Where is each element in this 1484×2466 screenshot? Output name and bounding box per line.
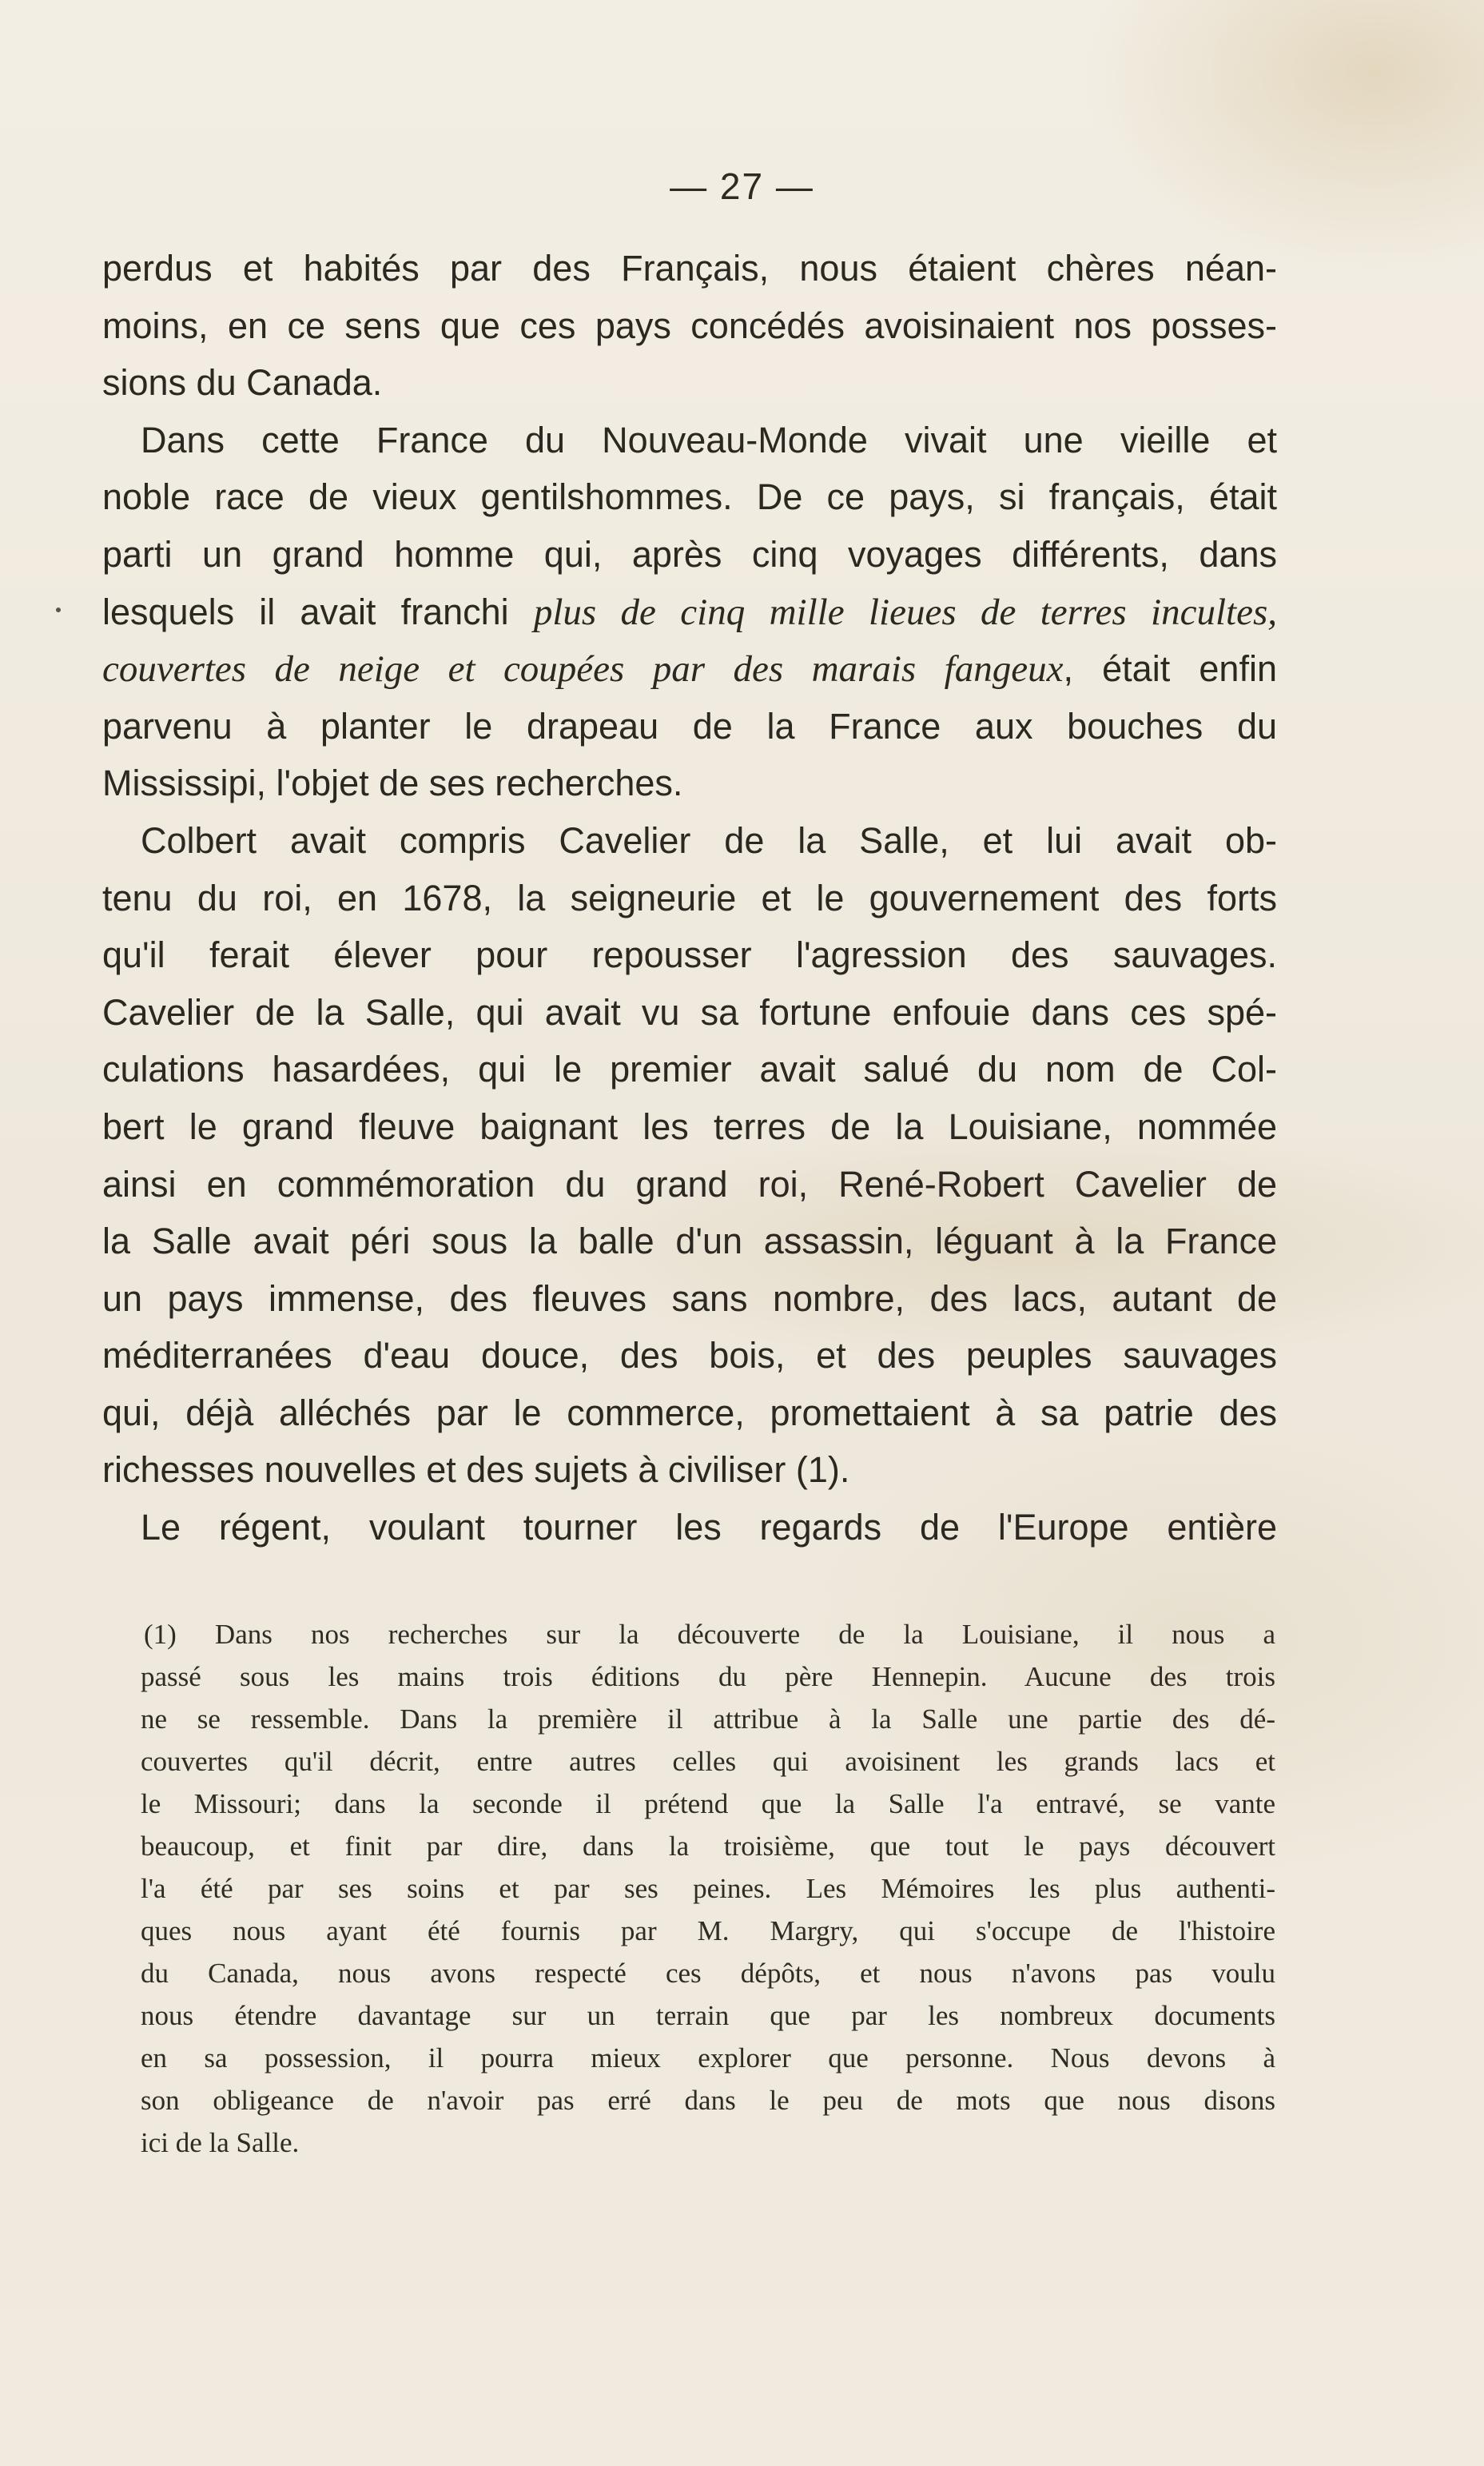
text-line: qui, déjà alléchés par le commerce, promettaient à sa patrie des (102, 1392, 1277, 1433)
text-line: Cavelier de la Salle, qui avait vu sa fortune enfouie dans ces spé- (102, 991, 1277, 1033)
footnote (141, 1613, 1275, 2164)
footnote-line: ne se ressemble. Dans la première il attribue à la Salle une partie des dé- (141, 1703, 1275, 1735)
roman-segment: , était enfin (1063, 648, 1277, 690)
footnote-line: ques nous ayant été fournis par M. Margry, qui s'occupe de l'histoire (141, 1915, 1275, 1946)
text-line-mixed (102, 640, 1277, 698)
footnote-line: (1) Dans nos recherches sur la découverte de la Louisiane, il nous a (144, 1619, 1275, 1650)
footnote-line: ici de la Salle. (141, 2127, 300, 2158)
text-line: méditerranées d'eau douce, des bois, et des peuples sauvages (102, 1335, 1277, 1376)
italic-quotation: plus de cinq mille lieues de terres incultes, (533, 591, 1277, 633)
text-line: moins, en ce sens que ces pays concédés avoisinaient nos posses- (102, 305, 1277, 346)
text-line: Mississipi, l'objet de ses recherches. (102, 763, 683, 804)
main-text (102, 240, 1277, 1556)
text-line: Le régent, voulant tourner les regards de l'Europe entière (141, 1507, 1277, 1548)
footnote-line: du Canada, nous avons respecté ces dépôts, et nous n'avons pas voulu (141, 1958, 1275, 1989)
footnote-line: son obligeance de n'avoir pas erré dans le peu de mots que nous disons (141, 2085, 1275, 2116)
text-line: bert le grand fleuve baignant les terres de la Louisiane, nommée (102, 1106, 1277, 1147)
text-line: qu'il ferait élever pour repousser l'agression des sauvages. (102, 934, 1277, 976)
text-line: perdus et habités par des Français, nous étaient chères néan- (102, 248, 1277, 289)
footnote-line: beaucoup, et finit par dire, dans la troisième, que tout le pays découvert (141, 1831, 1275, 1862)
text-line-mixed (102, 584, 1277, 641)
footnote-line: en sa possession, il pourra mieux explorer que personne. Nous devons à (141, 2042, 1275, 2074)
italic-quotation: couvertes de neige et coupées par des marais fangeux (102, 648, 1064, 691)
text-line: Colbert avait compris Cavelier de la Salle, et lui avait ob- (141, 819, 1277, 861)
footnote-line: le Missouri; dans la seconde il prétend que la Salle l'a entravé, se vante (141, 1788, 1275, 1819)
text-line: parti un grand homme qui, après cinq voyages différents, dans (102, 533, 1277, 575)
text-line: Dans cette France du Nouveau-Monde vivait une vieille et (141, 419, 1277, 460)
text-line: parvenu à planter le drapeau de la France aux bouches du (102, 705, 1277, 747)
margin-mark (56, 608, 61, 612)
text-line: tenu du roi, en 1678, la seigneurie et le gouvernement des forts (102, 877, 1277, 918)
text-line: la Salle avait péri sous la balle d'un assassin, léguant à la France (102, 1221, 1277, 1262)
text-line: richesses nouvelles et des sujets à civiliser (1). (102, 1449, 850, 1491)
text-line: ainsi en commémoration du grand roi, René-Robert Cavelier de (102, 1163, 1277, 1205)
text-line: un pays immense, des fleuves sans nombre, des lacs, autant de (102, 1277, 1277, 1319)
footnote-line: l'a été par ses soins et par ses peines. Les Mémoires les plus authenti- (141, 1873, 1275, 1904)
text-line: noble race de vieux gentilshommes. De ce pays, si français, était (102, 476, 1277, 518)
text-line: sions du Canada. (102, 362, 383, 404)
page-number: — 27 — (670, 165, 814, 207)
footnote-line: nous étendre davantage sur un terrain que par les nombreux documents (141, 2000, 1275, 2031)
footnote-line: passé sous les mains trois éditions du père Hennepin. Aucune des trois (141, 1661, 1275, 1692)
footnote-line: couvertes qu'il décrit, entre autres celles qui avoisinent les grands lacs et (141, 1746, 1275, 1777)
roman-segment: lesquels il avait franchi (102, 591, 509, 632)
text-line: culations hasardées, qui le premier avait salué du nom de Col- (102, 1049, 1277, 1090)
